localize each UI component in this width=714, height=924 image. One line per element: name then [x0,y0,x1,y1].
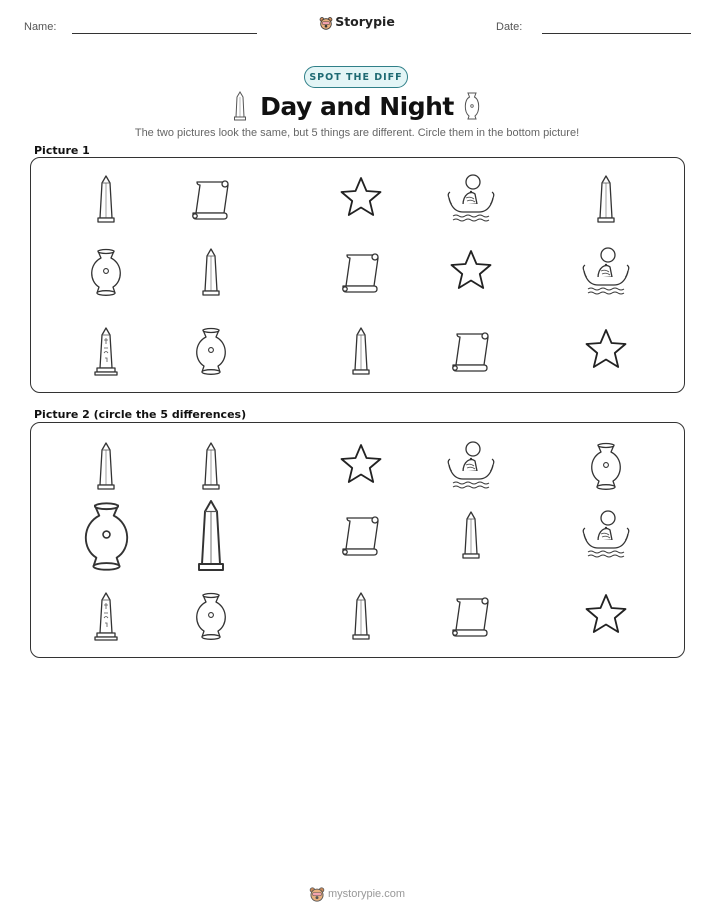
bear-logo-icon [309,886,325,905]
scroll-icon[interactable] [331,504,391,564]
brand-logo [0,14,714,33]
date-line[interactable] [542,33,691,34]
star-icon[interactable] [331,168,391,228]
obelisk-icon[interactable] [576,168,636,228]
brand-name: Storypie [335,14,395,29]
star-icon[interactable] [576,585,636,645]
obelisk-icon[interactable] [181,241,241,301]
star-icon[interactable] [331,435,391,495]
scroll-icon[interactable] [441,585,501,645]
star-icon[interactable] [441,241,501,301]
obelisk-icon[interactable] [181,435,241,495]
vase-icon[interactable] [576,435,636,495]
vase-icon[interactable] [181,320,241,380]
sun-boat-icon[interactable] [441,168,501,228]
scroll-icon[interactable] [441,320,501,380]
obelisk-icon[interactable] [76,168,136,228]
obelisk-icon[interactable] [76,435,136,495]
vase-icon[interactable] [76,241,136,301]
obelisk-icon[interactable] [441,504,501,564]
star-icon[interactable] [576,320,636,380]
obelisk-icon[interactable] [331,585,391,645]
vase-icon[interactable] [181,585,241,645]
sun-boat-icon[interactable] [576,504,636,564]
worksheet-title: Day and Night [260,92,454,121]
picture2-label: Picture 2 (circle the 5 differences) [34,408,247,421]
spot-the-diff-badge: SPOT THE DIFF [304,66,408,88]
sun-boat-icon[interactable] [441,435,501,495]
footer-url: mystorypie.com [327,888,406,900]
vase-icon[interactable] [63,491,150,578]
title-vase-icon [460,90,484,122]
footer [0,886,714,905]
picture1-label: Picture 1 [34,144,90,157]
obelisk-carved-icon[interactable] [76,320,136,380]
bear-logo-icon [319,16,333,33]
obelisk-icon[interactable] [166,489,256,579]
obelisk-icon[interactable] [331,320,391,380]
instructions: The two pictures look the same, but 5 things are different. Circle them in the bottom picture! [134,127,580,139]
obelisk-carved-icon[interactable] [76,585,136,645]
scroll-icon[interactable] [181,168,241,228]
picture2-panel[interactable] [30,422,685,658]
name-label: Name: [24,21,57,33]
picture1-panel [30,157,685,393]
date-label: Date: [496,21,523,33]
name-line[interactable] [72,33,257,34]
scroll-icon[interactable] [331,241,391,301]
sun-boat-icon[interactable] [576,241,636,301]
